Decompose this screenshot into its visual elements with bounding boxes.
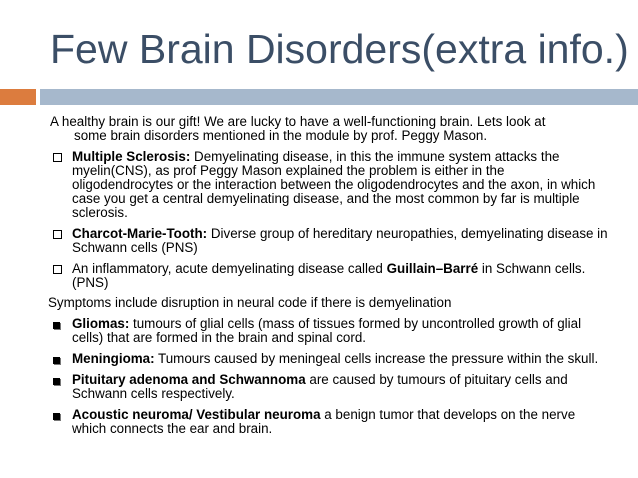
list-item-meningioma bbox=[48, 352, 608, 366]
symptoms-line: Symptoms include disruption in neural code if there is demyelination bbox=[48, 295, 452, 310]
term-acoustic-neuroma: Acoustic neuroma/ Vestibular neuroma bbox=[72, 407, 321, 422]
slide-title: Few Brain Disorders(extra info.) bbox=[50, 26, 629, 72]
list-item-guillain-barre bbox=[48, 262, 608, 290]
filled-square-bullet-icon bbox=[53, 409, 65, 421]
slide-body bbox=[48, 115, 608, 436]
title-accent-bar-blue bbox=[40, 89, 638, 105]
desc-gliomas: tumours of glial cells (mass of tissues formed by uncontrolled growth of glial cells) that are formed in the brain and spinal cord. bbox=[72, 316, 582, 345]
title-accent-bar-orange bbox=[0, 89, 36, 105]
list-item-multiple-sclerosis bbox=[48, 150, 608, 220]
intro-line-2: some brain disorders mentioned in the module by prof. Peggy Mason. bbox=[74, 128, 488, 143]
open-square-bullet-icon bbox=[53, 151, 65, 163]
desc-multiple-sclerosis: Demyelinating disease, in this the immune system attacks the myelin(CNS), as prof Peggy Mason explained the problem is either in the oligodendrocytes or the interaction between the oligodendrocytes and the axon, in which case you get a central demyelinating disease, and the most common by far is multiple sclerosis. bbox=[72, 149, 596, 220]
desc-guillain-barre-before: An inflammatory, acute demyelinating disease called bbox=[72, 261, 387, 276]
term-charcot-marie-tooth: Charcot-Marie-Tooth: bbox=[72, 226, 208, 241]
term-multiple-sclerosis: Multiple Sclerosis: bbox=[72, 149, 191, 164]
list-item-pituitary-schwannoma bbox=[48, 373, 608, 401]
list-item-charcot-marie-tooth bbox=[48, 227, 608, 255]
filled-square-bullet-icon bbox=[53, 318, 65, 330]
open-square-bullet-icon bbox=[53, 263, 65, 275]
desc-acoustic-neuroma: a benign tumor that develops on the nerve which connects the ear and brain. bbox=[72, 407, 576, 436]
desc-charcot-marie-tooth: Diverse group of hereditary neuropathies, demyelinating disease in Schwann cells (PNS) bbox=[72, 226, 608, 255]
term-pituitary-schwannoma: Pituitary adenoma and Schwannoma bbox=[72, 372, 306, 387]
term-meningioma: Meningioma: bbox=[72, 351, 155, 366]
desc-guillain-barre-after: in Schwann cells. (PNS) bbox=[72, 261, 586, 290]
desc-pituitary-schwannoma: are caused by tumours of pituitary cells and Schwann cells respectively. bbox=[72, 372, 568, 401]
list-item-acoustic-neuroma bbox=[48, 408, 608, 436]
open-square-bullet-icon bbox=[53, 228, 65, 240]
desc-meningioma: Tumours caused by meningeal cells increase the pressure within the skull. bbox=[154, 351, 599, 366]
filled-square-bullet-icon bbox=[53, 374, 65, 386]
filled-square-bullet-icon bbox=[53, 353, 65, 365]
intro-line-1: A healthy brain is our gift! We are lucky to have a well-functioning brain. Lets look at bbox=[50, 114, 546, 129]
term-guillain-barre: Guillain–Barré bbox=[386, 261, 479, 276]
intro-paragraph bbox=[48, 115, 608, 143]
list-item-gliomas bbox=[48, 317, 608, 345]
term-gliomas: Gliomas: bbox=[72, 316, 130, 331]
